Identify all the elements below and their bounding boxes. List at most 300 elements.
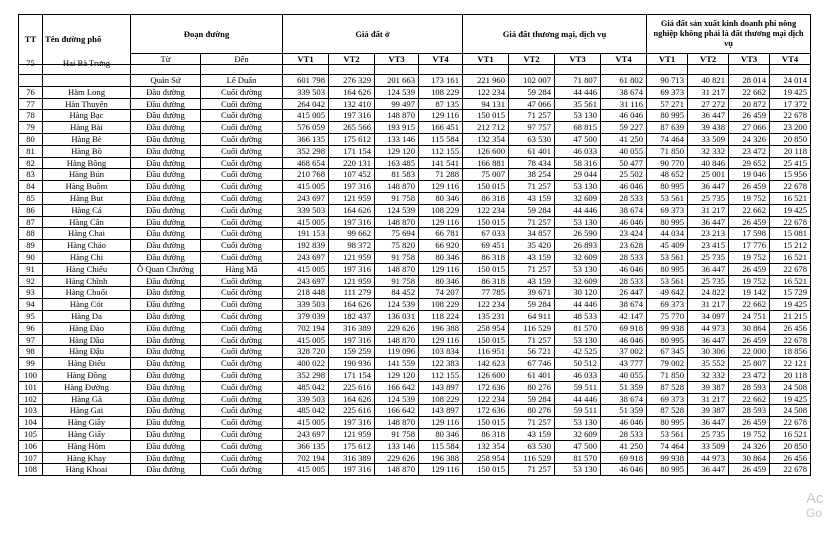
table-row — [19, 216, 811, 228]
cell-tt: 93 — [19, 287, 43, 299]
cell-price: 50 477 — [601, 157, 647, 169]
cell-price: 126 600 — [463, 145, 509, 157]
cell-price: 243 697 — [283, 192, 329, 204]
cell-street-name: Hàn Thuyên — [43, 98, 131, 110]
cell-price: 35 561 — [555, 98, 601, 110]
cell-price: 175 612 — [329, 133, 375, 145]
cell-from: Đầu đường — [131, 310, 201, 322]
cell-price: 32 609 — [555, 251, 601, 263]
cell-from: Đầu đường — [131, 275, 201, 287]
table-row — [19, 452, 811, 464]
cell-price: 400 022 — [283, 358, 329, 370]
cell-to: Cuối đường — [201, 334, 283, 346]
cell-price: 159 259 — [329, 346, 375, 358]
cell-to: Cuối đường — [201, 452, 283, 464]
cell-price: 59 284 — [509, 393, 555, 405]
cell-tt: 99 — [19, 358, 43, 370]
cell-price: 163 485 — [375, 157, 419, 169]
cell-price: 415 005 — [283, 181, 329, 193]
cell-price: 26 459 — [729, 181, 770, 193]
cell-from: Đầu đường — [131, 393, 201, 405]
cell-street-name: Hàng Bún — [43, 169, 131, 181]
cell-price: 17 598 — [729, 228, 770, 240]
cell-price: 40 821 — [688, 75, 729, 87]
cell-price: 148 870 — [375, 181, 419, 193]
cell-price: 23 213 — [688, 228, 729, 240]
cell-price: 19 425 — [770, 299, 811, 311]
cell-tt: 98 — [19, 346, 43, 358]
cell-price: 87 135 — [419, 98, 463, 110]
cell-price: 32 609 — [555, 192, 601, 204]
cell-to: Cuối đường — [201, 393, 283, 405]
cell-price: 339 503 — [283, 86, 329, 98]
cell-price: 39 387 — [688, 405, 729, 417]
cell-price: 129 116 — [419, 216, 463, 228]
cell-price: 19 752 — [729, 428, 770, 440]
cell-tt: 95 — [19, 310, 43, 322]
cell-price: 69 373 — [647, 204, 688, 216]
cell-from: Đầu đường — [131, 133, 201, 145]
cell-price: 77 785 — [463, 287, 509, 299]
cell-price: 80 346 — [419, 251, 463, 263]
cell-price: 121 959 — [329, 428, 375, 440]
cell-price: 111 279 — [329, 287, 375, 299]
table-row — [19, 299, 811, 311]
cell-price: 25 735 — [688, 251, 729, 263]
cell-price: 15 212 — [770, 240, 811, 252]
cell-price: 415 005 — [283, 417, 329, 429]
cell-to: Cuối đường — [201, 428, 283, 440]
cell-price: 258 954 — [463, 452, 509, 464]
cell-price: 366 135 — [283, 440, 329, 452]
cell-price: 28 014 — [729, 75, 770, 87]
cell-price: 142 623 — [463, 358, 509, 370]
cell-street-name: Hàng Khay — [43, 452, 131, 464]
cell-price: 46 046 — [601, 216, 647, 228]
cell-price: 173 161 — [419, 75, 463, 87]
cell-price: 74 464 — [647, 440, 688, 452]
cell-price: 485 042 — [283, 381, 329, 393]
cell-price: 122 234 — [463, 86, 509, 98]
cell-price: 124 539 — [375, 393, 419, 405]
cell-street-name: Hàng Bạc — [43, 110, 131, 122]
cell-price: 26 459 — [729, 216, 770, 228]
cell-tt: 91 — [19, 263, 43, 275]
cell-price: 193 915 — [375, 122, 419, 134]
cell-price: 129 116 — [419, 110, 463, 122]
table-row — [19, 181, 811, 193]
cell-price: 86 318 — [463, 192, 509, 204]
cell-price: 148 870 — [375, 110, 419, 122]
cell-street-name: Hàng Giấy — [43, 428, 131, 440]
cell-tt: 79 — [19, 122, 43, 134]
cell-price: 17 372 — [770, 98, 811, 110]
table-row — [19, 169, 811, 181]
cell-price: 30 120 — [555, 287, 601, 299]
cell-to: Cuối đường — [201, 251, 283, 263]
cell-price: 71 257 — [509, 417, 555, 429]
cell-price: 352 298 — [283, 369, 329, 381]
cell-price: 38 674 — [601, 86, 647, 98]
cell-price: 26 459 — [729, 110, 770, 122]
table-row — [19, 122, 811, 134]
cell-price: 23 200 — [770, 122, 811, 134]
table-row — [19, 275, 811, 287]
cell-price: 20 850 — [770, 133, 811, 145]
cell-price: 415 005 — [283, 464, 329, 476]
cell-price: 46 046 — [601, 464, 647, 476]
cell-tt: 108 — [19, 464, 43, 476]
cell-price: 43 777 — [601, 358, 647, 370]
cell-price: 53 130 — [555, 464, 601, 476]
cell-from: Đầu đường — [131, 157, 201, 169]
cell-price: 40 846 — [688, 157, 729, 169]
cell-price: 20 118 — [770, 145, 811, 157]
cell-price: 36 447 — [688, 110, 729, 122]
cell-price: 32 332 — [688, 369, 729, 381]
cell-price: 74 207 — [419, 287, 463, 299]
cell-from: Đầu đường — [131, 440, 201, 452]
cell-price: 264 042 — [283, 98, 329, 110]
cell-price: 71 807 — [555, 75, 601, 87]
cell-price: 71 288 — [419, 169, 463, 181]
cell-price: 22 662 — [729, 86, 770, 98]
cell-price: 30 306 — [688, 346, 729, 358]
cell-price: 23 424 — [601, 228, 647, 240]
cell-tt: 82 — [19, 157, 43, 169]
cell-price: 225 616 — [329, 405, 375, 417]
cell-price: 51 359 — [601, 381, 647, 393]
cell-to: Cuối đường — [201, 192, 283, 204]
cell-price: 191 153 — [283, 228, 329, 240]
cell-price: 46 046 — [601, 417, 647, 429]
cell-price: 26 447 — [601, 287, 647, 299]
cell-price: 53 561 — [647, 275, 688, 287]
cell-street-name: Hàng Đồng — [43, 369, 131, 381]
cell-price: 136 031 — [375, 310, 419, 322]
cell-price: 24 822 — [688, 287, 729, 299]
cell-price: 316 389 — [329, 452, 375, 464]
cell-price: 75 694 — [375, 228, 419, 240]
cell-price: 58 316 — [555, 157, 601, 169]
cell-price: 126 600 — [463, 369, 509, 381]
header-nonagri-price: Giá đất sản xuất kinh doanh phi nông nghiệp không phải là đất thương mại dịch vụ — [647, 15, 811, 54]
cell-price: 122 234 — [463, 393, 509, 405]
cell-price: 265 566 — [329, 122, 375, 134]
cell-price: 47 066 — [509, 98, 555, 110]
header-street-name: Tên đường phố — [43, 15, 131, 65]
cell-price: 91 758 — [375, 275, 419, 287]
cell-price: 196 388 — [419, 322, 463, 334]
cell-price: 43 159 — [509, 192, 555, 204]
cell-price: 67 033 — [463, 228, 509, 240]
cell-price: 75 770 — [647, 310, 688, 322]
cell-from: Đầu đường — [131, 405, 201, 417]
cell-from: Đầu đường — [131, 204, 201, 216]
cell-price: 81 583 — [375, 169, 419, 181]
header-commercial-price: Giá đất thương mại, dịch vụ — [463, 15, 647, 54]
cell-price: 197 316 — [329, 334, 375, 346]
header-vt3: VT3 — [729, 54, 770, 65]
cell-to: Cuối đường — [201, 240, 283, 252]
cell-price: 22 678 — [770, 181, 811, 193]
cell-price: 86 318 — [463, 275, 509, 287]
cell-price: 46 033 — [555, 369, 601, 381]
cell-price: 99 938 — [647, 452, 688, 464]
cell-price: 67 746 — [509, 358, 555, 370]
cell-price: 22 678 — [770, 216, 811, 228]
cell-street-name: Hàng Gai — [43, 405, 131, 417]
cell-price: 71 850 — [647, 145, 688, 157]
cell-price: 80 346 — [419, 192, 463, 204]
cell-price: 150 015 — [463, 181, 509, 193]
cell-price: 108 229 — [419, 393, 463, 405]
cell-price: 26 459 — [729, 464, 770, 476]
cell-price: 118 224 — [419, 310, 463, 322]
cell-price: 108 229 — [419, 299, 463, 311]
cell-price: 121 959 — [329, 192, 375, 204]
cell-price: 68 815 — [555, 122, 601, 134]
cell-price: 415 005 — [283, 263, 329, 275]
cell-price: 24 014 — [770, 75, 811, 87]
cell-price: 218 448 — [283, 287, 329, 299]
cell-street-name — [43, 75, 131, 87]
cell-to: Cuối đường — [201, 310, 283, 322]
cell-price: 69 373 — [647, 299, 688, 311]
cell-price: 46 046 — [601, 334, 647, 346]
cell-price: 43 159 — [509, 275, 555, 287]
cell-price: 32 332 — [688, 145, 729, 157]
cell-price: 366 135 — [283, 133, 329, 145]
cell-price: 25 735 — [688, 192, 729, 204]
cell-price: 166 642 — [375, 405, 419, 417]
cell-price: 220 131 — [329, 157, 375, 169]
cell-price: 17 776 — [729, 240, 770, 252]
cell-price: 61 401 — [509, 145, 555, 157]
cell-price: 71 257 — [509, 181, 555, 193]
cell-price: 210 768 — [283, 169, 329, 181]
cell-price: 26 456 — [770, 322, 811, 334]
cell-price: 35 552 — [688, 358, 729, 370]
cell-street-name: Hàng Bè — [43, 133, 131, 145]
cell-to: Cuối đường — [201, 216, 283, 228]
cell-price: 16 521 — [770, 428, 811, 440]
cell-price: 190 936 — [329, 358, 375, 370]
cell-price: 141 559 — [375, 358, 419, 370]
cell-price: 352 298 — [283, 145, 329, 157]
cell-price: 115 584 — [419, 440, 463, 452]
cell-price: 69 451 — [463, 240, 509, 252]
cell-price: 53 130 — [555, 417, 601, 429]
cell-price: 34 857 — [509, 228, 555, 240]
cell-price: 23 472 — [729, 369, 770, 381]
cell-from: Đầu đường — [131, 192, 201, 204]
cell-price: 197 316 — [329, 181, 375, 193]
cell-price: 71 257 — [509, 216, 555, 228]
cell-street-name: Hàng Cháo — [43, 240, 131, 252]
cell-price: 26 459 — [729, 263, 770, 275]
cell-price: 182 437 — [329, 310, 375, 322]
cell-price: 122 234 — [463, 299, 509, 311]
cell-price: 22 678 — [770, 417, 811, 429]
cell-price: 171 154 — [329, 145, 375, 157]
cell-price: 28 533 — [601, 251, 647, 263]
cell-price: 84 452 — [375, 287, 419, 299]
cell-tt: 86 — [19, 204, 43, 216]
cell-price: 197 316 — [329, 263, 375, 275]
cell-price: 46 046 — [601, 181, 647, 193]
cell-price: 197 316 — [329, 417, 375, 429]
cell-price: 39 387 — [688, 381, 729, 393]
cell-price: 51 359 — [601, 405, 647, 417]
land-price-table-page — [18, 14, 808, 476]
cell-tt: 100 — [19, 369, 43, 381]
cell-price: 91 758 — [375, 192, 419, 204]
cell-price: 15 956 — [770, 169, 811, 181]
header-vt4: VT4 — [419, 54, 463, 65]
cell-price: 133 146 — [375, 440, 419, 452]
cell-price: 42 147 — [601, 310, 647, 322]
cell-price: 328 720 — [283, 346, 329, 358]
cell-to: Cuối đường — [201, 299, 283, 311]
table-row — [19, 405, 811, 417]
table-row — [19, 381, 811, 393]
table-row — [19, 358, 811, 370]
cell-street-name: Hàng Bông — [43, 157, 131, 169]
cell-price: 35 420 — [509, 240, 555, 252]
header-vt2: VT2 — [329, 54, 375, 65]
cell-tt: 90 — [19, 251, 43, 263]
cell-from: Đầu đường — [131, 417, 201, 429]
cell-street-name: Hàng Gà — [43, 393, 131, 405]
cell-price: 379 039 — [283, 310, 329, 322]
cell-price: 135 231 — [463, 310, 509, 322]
table-row — [19, 75, 811, 87]
cell-price: 15 729 — [770, 287, 811, 299]
cell-price: 44 973 — [688, 452, 729, 464]
cell-tt: 97 — [19, 334, 43, 346]
cell-tt: 89 — [19, 240, 43, 252]
cell-price: 124 539 — [375, 204, 419, 216]
cell-price: 53 130 — [555, 110, 601, 122]
cell-price: 20 118 — [770, 369, 811, 381]
cell-price: 41 250 — [601, 133, 647, 145]
cell-price: 141 541 — [419, 157, 463, 169]
cell-price: 94 131 — [463, 98, 509, 110]
cell-price: 50 512 — [555, 358, 601, 370]
cell-price: 164 626 — [329, 393, 375, 405]
cell-street-name: Hàng Cót — [43, 299, 131, 311]
cell-to: Cuối đường — [201, 204, 283, 216]
cell-price: 164 626 — [329, 204, 375, 216]
cell-to: Cuối đường — [201, 228, 283, 240]
cell-price: 59 511 — [555, 405, 601, 417]
cell-price: 102 007 — [509, 75, 555, 87]
cell-price: 132 354 — [463, 133, 509, 145]
cell-price: 66 781 — [419, 228, 463, 240]
cell-to: Cuối đường — [201, 417, 283, 429]
header-vt3: VT3 — [375, 54, 419, 65]
cell-price: 25 735 — [688, 275, 729, 287]
cell-price: 71 257 — [509, 334, 555, 346]
cell-price: 64 911 — [509, 310, 555, 322]
cell-price: 47 500 — [555, 440, 601, 452]
cell-price: 47 500 — [555, 133, 601, 145]
cell-price: 221 960 — [463, 75, 509, 87]
cell-tt: 103 — [19, 405, 43, 417]
table-row — [19, 98, 811, 110]
cell-price: 99 497 — [375, 98, 419, 110]
cell-price: 57 271 — [647, 98, 688, 110]
table-row — [19, 157, 811, 169]
cell-price: 59 284 — [509, 204, 555, 216]
cell-price: 148 870 — [375, 263, 419, 275]
cell-to: Cuối đường — [201, 322, 283, 334]
cell-price: 19 425 — [770, 204, 811, 216]
cell-price: 25 807 — [729, 358, 770, 370]
cell-price: 108 229 — [419, 204, 463, 216]
cell-price: 22 678 — [770, 110, 811, 122]
cell-price: 166 451 — [419, 122, 463, 134]
cell-street-name: Hàng Điếu — [43, 358, 131, 370]
cell-price: 34 097 — [688, 310, 729, 322]
cell-price: 212 712 — [463, 122, 509, 134]
cell-from: Đầu đường — [131, 322, 201, 334]
header-vt4: VT4 — [770, 54, 811, 65]
cell-price: 31 217 — [688, 393, 729, 405]
cell-price: 91 758 — [375, 428, 419, 440]
header-vt1: VT1 — [283, 54, 329, 65]
table-row — [19, 204, 811, 216]
cell-price: 43 159 — [509, 428, 555, 440]
cell-price: 415 005 — [283, 334, 329, 346]
cell-price: 133 146 — [375, 133, 419, 145]
cell-price: 197 316 — [329, 110, 375, 122]
cell-price: 38 254 — [509, 169, 555, 181]
header-section: Đoạn đường — [131, 15, 283, 54]
header-to: Đến — [201, 54, 283, 65]
cell-from: Đầu đường — [131, 145, 201, 157]
cell-tt: 75 — [19, 65, 43, 75]
cell-from: Đầu đường — [131, 251, 201, 263]
table-row — [19, 251, 811, 263]
cell-price: 24 508 — [770, 405, 811, 417]
cell-price: 63 530 — [509, 440, 555, 452]
cell-price: 45 409 — [647, 240, 688, 252]
cell-tt: 94 — [19, 299, 43, 311]
cell-to: Lê Duẩn — [201, 75, 283, 87]
cell-price: 29 044 — [555, 169, 601, 181]
cell-price: 22 121 — [770, 358, 811, 370]
cell-price: 44 446 — [555, 86, 601, 98]
cell-price: 87 528 — [647, 405, 688, 417]
cell-price: 129 120 — [375, 369, 419, 381]
cell-from: Đầu đường — [131, 110, 201, 122]
cell-price: 150 015 — [463, 417, 509, 429]
cell-from: Đầu đường — [131, 169, 201, 181]
cell-price: 171 154 — [329, 369, 375, 381]
cell-from: Quán Sứ — [131, 75, 201, 87]
cell-price: 129 116 — [419, 417, 463, 429]
cell-price: 80 995 — [647, 334, 688, 346]
cell-price: 28 533 — [601, 192, 647, 204]
cell-price: 24 751 — [729, 310, 770, 322]
cell-price: 53 561 — [647, 192, 688, 204]
cell-street-name: Hai Bà Trưng — [43, 65, 131, 75]
cell-price: 19 046 — [729, 169, 770, 181]
cell-price: 196 388 — [419, 452, 463, 464]
cell-price: 81 570 — [555, 452, 601, 464]
